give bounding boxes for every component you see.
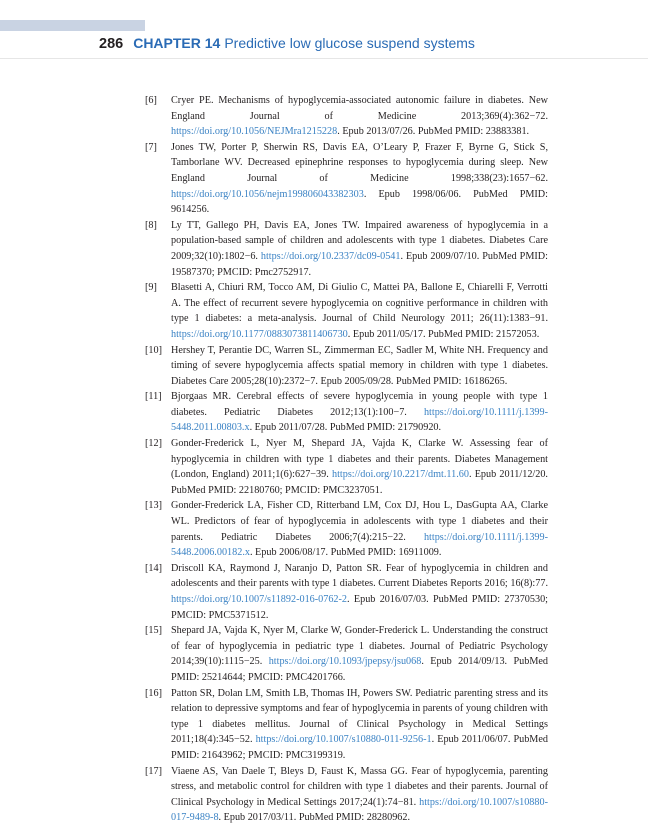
reference-item xyxy=(145,498,548,560)
reference-text: Patton SR, Dolan LM, Smith LB, Thomas IH, Powers SW. Pediatric parenting stress and its relation to depressive symptoms and fear of hypoglycemia in parents of young children with type 1 diabetes mellitus. Journal of Clinical Psychology in Medical Settings 2011;18(4):345−52. xyxy=(171,687,548,746)
reference-text-end: . Epub 1998/06/06. PubMed PMID: 9614256. xyxy=(171,188,548,216)
reference-text: Driscoll KA, Raymond J, Naranjo D, Patton SR. Fear of hypoglycemia in children and adolescents and their parents with type 1 diabetes. Current Diabetes Reports 2016; 16(8):77. xyxy=(171,562,548,590)
doi-link[interactable]: https://doi.org/10.1111/j.1399-5448.2011.00803.x xyxy=(171,406,548,434)
reference-text: Ly TT, Gallego PH, Davis EA, Jones TW. Impaired awareness of hypoglycemia in a population-based sample of children and adolescents with type 1 diabetes. Diabetes Care 2009;32(10):1802−6. xyxy=(171,219,548,262)
reference-number: [8] xyxy=(145,219,157,231)
reference-item xyxy=(145,436,548,498)
reference-number: [10] xyxy=(145,344,162,356)
reference-text-end: . Epub 2017/03/11. PubMed PMID: 28280962. xyxy=(218,812,411,824)
reference-text: Gonder-Frederick L, Nyer M, Shepard JA, Vajda K, Clarke W. Assessing fear of hypoglycemia in children with type 1 diabetes and their parents. Diabetes Management (London, England) 2011;1(6):627−39. xyxy=(171,438,548,481)
reference-text-end: . Epub 2006/08/17. PubMed PMID: 16911009. xyxy=(249,547,442,559)
reference-text: Bjorgaas MR. Cerebral effects of severe hypoglycemia in young people with type 1 diabetes. Pediatric Diabetes 2012;13(1):100−7. xyxy=(171,391,548,418)
reference-text-end: . Epub 2011/06/07. PubMed PMID: 21643962; PMCID: PMC3199319. xyxy=(171,734,548,761)
reference-item xyxy=(145,93,548,140)
reference-item xyxy=(145,561,548,623)
reference-item xyxy=(145,764,548,826)
reference-item xyxy=(145,389,548,436)
chapter-label: CHAPTER 14 xyxy=(133,35,221,51)
reference-item xyxy=(145,140,548,218)
reference-item xyxy=(145,343,548,390)
doi-link[interactable]: https://doi.org/10.1007/s11892-016-0762-2 xyxy=(171,594,348,605)
doi-link[interactable]: https://doi.org/10.1111/j.1399-5448.2006.00182.x xyxy=(171,531,548,559)
reference-text: Jones TW, Porter P, Sherwin RS, Davis EA, O’Leary P, Frazer F, Byrne G, Stick S, Tamborlane WV. Decreased epinephrine responses to hypoglycemia during sleep. New England Journal of Medicine 1998;338(23):1657−62. xyxy=(171,141,548,184)
reference-text: Hershey T, Perantie DC, Warren SL, Zimmerman EC, Sadler M, White NH. Frequency and timing of severe hypoglycemia affects spatial memory in children with type 1 diabetes. Diabetes Care 2005;28(10):2372−7. Epub 2005/09/28. PubMed PMID: 16186265. xyxy=(171,344,548,387)
doi-link[interactable]: https://doi.org/10.1007/s10880-011-9256-1 xyxy=(255,734,432,746)
doi-link[interactable]: https://doi.org/10.1093/jpepsy/jsu068 xyxy=(268,656,422,668)
reference-number: [9] xyxy=(145,282,157,294)
doi-link[interactable]: https://doi.org/10.1177/0883073811406730 xyxy=(171,328,348,340)
reference-item xyxy=(145,686,548,764)
reference-text: Shepard JA, Vajda K, Nyer M, Clarke W, Gonder-Frederick L. Understanding the construct of fear of hypoglycemia in pediatric type 1 diabetes. Journal of Pediatric Psychology 2014;39(10):1115−25. xyxy=(171,625,548,668)
reference-number: [15] xyxy=(145,625,162,637)
reference-text-end: . Epub 2009/07/10. PubMed PMID: 19587370; PMCID: Pmc2752917. xyxy=(171,250,548,278)
reference-text: Gonder-Frederick LA, Fisher CD, Ritterband LM, Cox DJ, Hou L, DasGupta AA, Clarke WL. Predictors of fear of hypoglycemia in adolescents with type 1 diabetes and their parents. Pediatric Diabetes 2006;7(4):215−22. xyxy=(171,500,548,543)
chapter-title: Predictive low glucose suspend systems xyxy=(224,35,475,51)
reference-number: [7] xyxy=(145,141,157,153)
reference-text-end: . Epub 2016/07/03. PubMed PMID: 27370530; PMCID: PMC5371512. xyxy=(171,594,548,621)
reference-text: Viaene AS, Van Daele T, Bleys D, Faust K, Massa GG. Fear of hypoglycemia, parenting stress, and metabolic control for children with type 1 diabetes and their parents. Journal of Clinical Psychology in Medical Settings 2017;24(1):74−81. xyxy=(171,765,548,808)
reference-text-end: . Epub 2013/07/26. PubMed PMID: 23883381. xyxy=(337,126,530,138)
reference-number: [13] xyxy=(145,500,162,512)
reference-item xyxy=(145,280,548,342)
doi-link[interactable]: https://doi.org/10.2217/dmt.11.60 xyxy=(331,469,469,481)
doi-link[interactable]: https://doi.org/10.1056/NEJMra1215228 xyxy=(171,126,338,138)
header-accent-bar xyxy=(0,20,145,31)
running-header xyxy=(99,35,475,53)
reference-text-end: . Epub 2014/09/13. PubMed PMID: 25214644; PMCID: PMC4201766. xyxy=(171,656,549,683)
reference-number: [17] xyxy=(145,765,162,777)
reference-list xyxy=(145,93,548,826)
reference-text: Blasetti A, Chiuri RM, Tocco AM, Di Giulio C, Mattei PA, Ballone E, Chiarelli F, Verrotti A. The effect of recurrent severe hypoglycemia on cognitive performance in children with type 1 diabetes: a meta-analysis. Journal of Child Neurology 2011; 26(11):1383−91. xyxy=(171,282,548,325)
reference-text-end: . Epub 2011/07/28. PubMed PMID: 21790920. xyxy=(249,422,442,434)
header-rule xyxy=(0,58,648,59)
reference-text: Cryer PE. Mechanisms of hypoglycemia-associated autonomic failure in diabetes. New England Journal of Medicine 2013;369(4):362−72. xyxy=(171,95,548,122)
reference-number: [11] xyxy=(145,391,162,403)
reference-number: [6] xyxy=(145,95,157,106)
page-number: 286 xyxy=(99,36,124,52)
doi-link[interactable]: https://doi.org/10.1007/s10880-017-9489-8 xyxy=(171,796,548,824)
reference-number: [16] xyxy=(145,687,162,699)
reference-item xyxy=(145,218,548,280)
reference-number: [12] xyxy=(145,438,162,450)
doi-link[interactable]: https://doi.org/10.1056/nejm199806043382303 xyxy=(171,188,364,200)
reference-item xyxy=(145,623,548,685)
reference-text-end: . Epub 2011/12/20. PubMed PMID: 22180760; PMCID: PMC3237051. xyxy=(171,469,548,496)
doi-link[interactable]: https://doi.org/10.2337/dc09-0541 xyxy=(260,250,401,262)
reference-number: [14] xyxy=(145,562,162,574)
reference-text-end: . Epub 2011/05/17. PubMed PMID: 21572053. xyxy=(347,328,540,340)
